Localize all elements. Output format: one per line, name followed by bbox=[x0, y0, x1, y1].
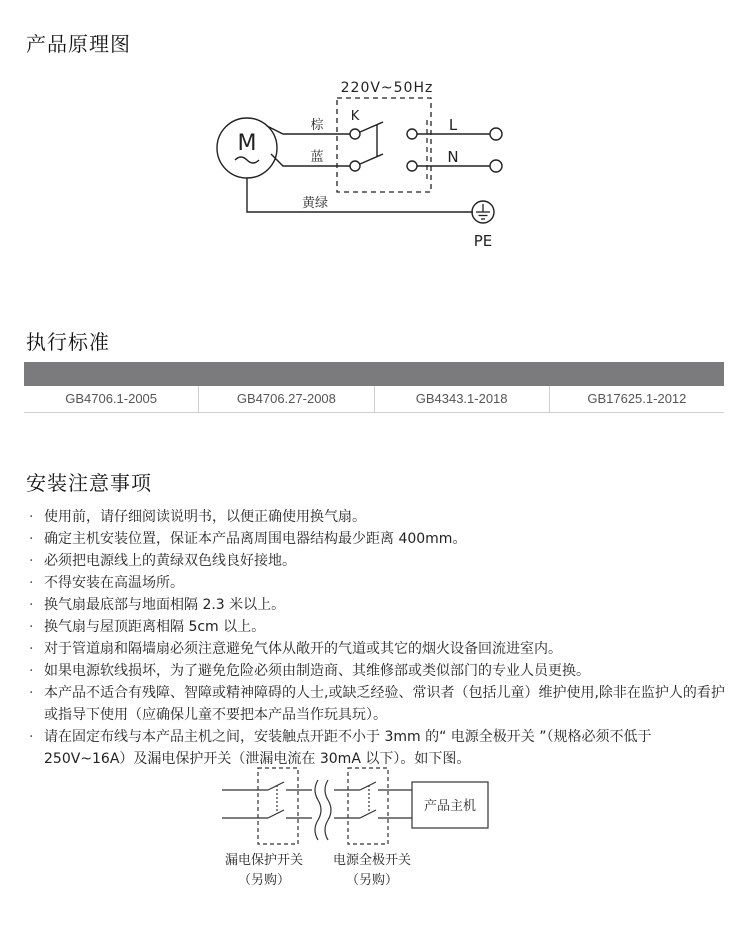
standards-header-bar bbox=[24, 362, 724, 386]
allpole-switch-note: （另购） bbox=[345, 873, 399, 888]
notes-list bbox=[26, 506, 726, 770]
list-item: · 如果电源软线损坏，为了避免危险必须由制造商、其维修部或类似部门的专业人员更换。 bbox=[26, 660, 726, 682]
standard-cell: GB17625.1-2012 bbox=[549, 386, 724, 412]
standards-title: 执行标准 bbox=[26, 330, 110, 354]
allpole-switch-label: 电源全极开关 bbox=[332, 853, 412, 868]
switch-diagram bbox=[200, 760, 520, 895]
supply-label: 220V~50Hz bbox=[340, 80, 434, 96]
main-unit-label: 产品主机 bbox=[423, 799, 477, 814]
list-item: · 不得安装在高温场所。 bbox=[26, 572, 726, 594]
terminal-neutral-label: N bbox=[447, 148, 459, 166]
wire-blue-label: 蓝 bbox=[310, 150, 324, 165]
wire-brown-label: 棕 bbox=[310, 118, 324, 133]
leakage-switch-label: 漏电保护开关 bbox=[224, 853, 304, 868]
circuit-diagram bbox=[205, 70, 525, 260]
switch-label: K bbox=[350, 109, 360, 124]
list-item: · 对于管道扇和隔墙扇必须注意避免气体从敞开的气道或其它的烟火设备回流进室内。 bbox=[26, 638, 726, 660]
leakage-switch-note: （另购） bbox=[237, 873, 291, 888]
standard-cell: GB4706.1-2005 bbox=[65, 391, 158, 406]
motor-label: M bbox=[237, 131, 257, 156]
list-item: · 必须把电源线上的黄绿双色线良好接地。 bbox=[26, 550, 726, 572]
standards-row bbox=[24, 386, 724, 413]
list-item: · 请在固定布线与本产品主机之间，安装触点开距不小于 3mm 的“ 电源全极开关 ”（规格必须不低于 250V~16A）及漏电保护开关（泄漏电流在 30mA 以下）。如下图。 bbox=[26, 726, 726, 770]
list-item: · 换气扇最底部与地面相隔 2.3 米以上。 bbox=[26, 594, 726, 616]
wire-ground-label: 黄绿 bbox=[301, 196, 329, 211]
list-item: · 本产品不适合有残障、智障或精神障碍的人士,或缺乏经验、常识者（包括儿童）维护使用,除非在监护人的看护或指导下使用（应确保儿童不要把本产品当作玩具玩）。 bbox=[26, 682, 726, 726]
principle-title: 产品原理图 bbox=[26, 32, 131, 56]
list-item: · 使用前，请仔细阅读说明书，以便正确使用换气扇。 bbox=[26, 506, 726, 528]
notes-title: 安装注意事项 bbox=[26, 471, 152, 495]
standard-cell: GB4343.1-2018 bbox=[374, 386, 549, 412]
standard-cell: GB4706.27-2008 bbox=[198, 386, 373, 412]
list-item: · 换气扇与屋顶距离相隔 5cm 以上。 bbox=[26, 616, 726, 638]
terminal-live-label: L bbox=[448, 116, 458, 134]
earth-label: PE bbox=[473, 232, 493, 250]
list-item: · 确定主机安装位置，保证本产品离周围电器结构最少距离 400mm。 bbox=[26, 528, 726, 550]
